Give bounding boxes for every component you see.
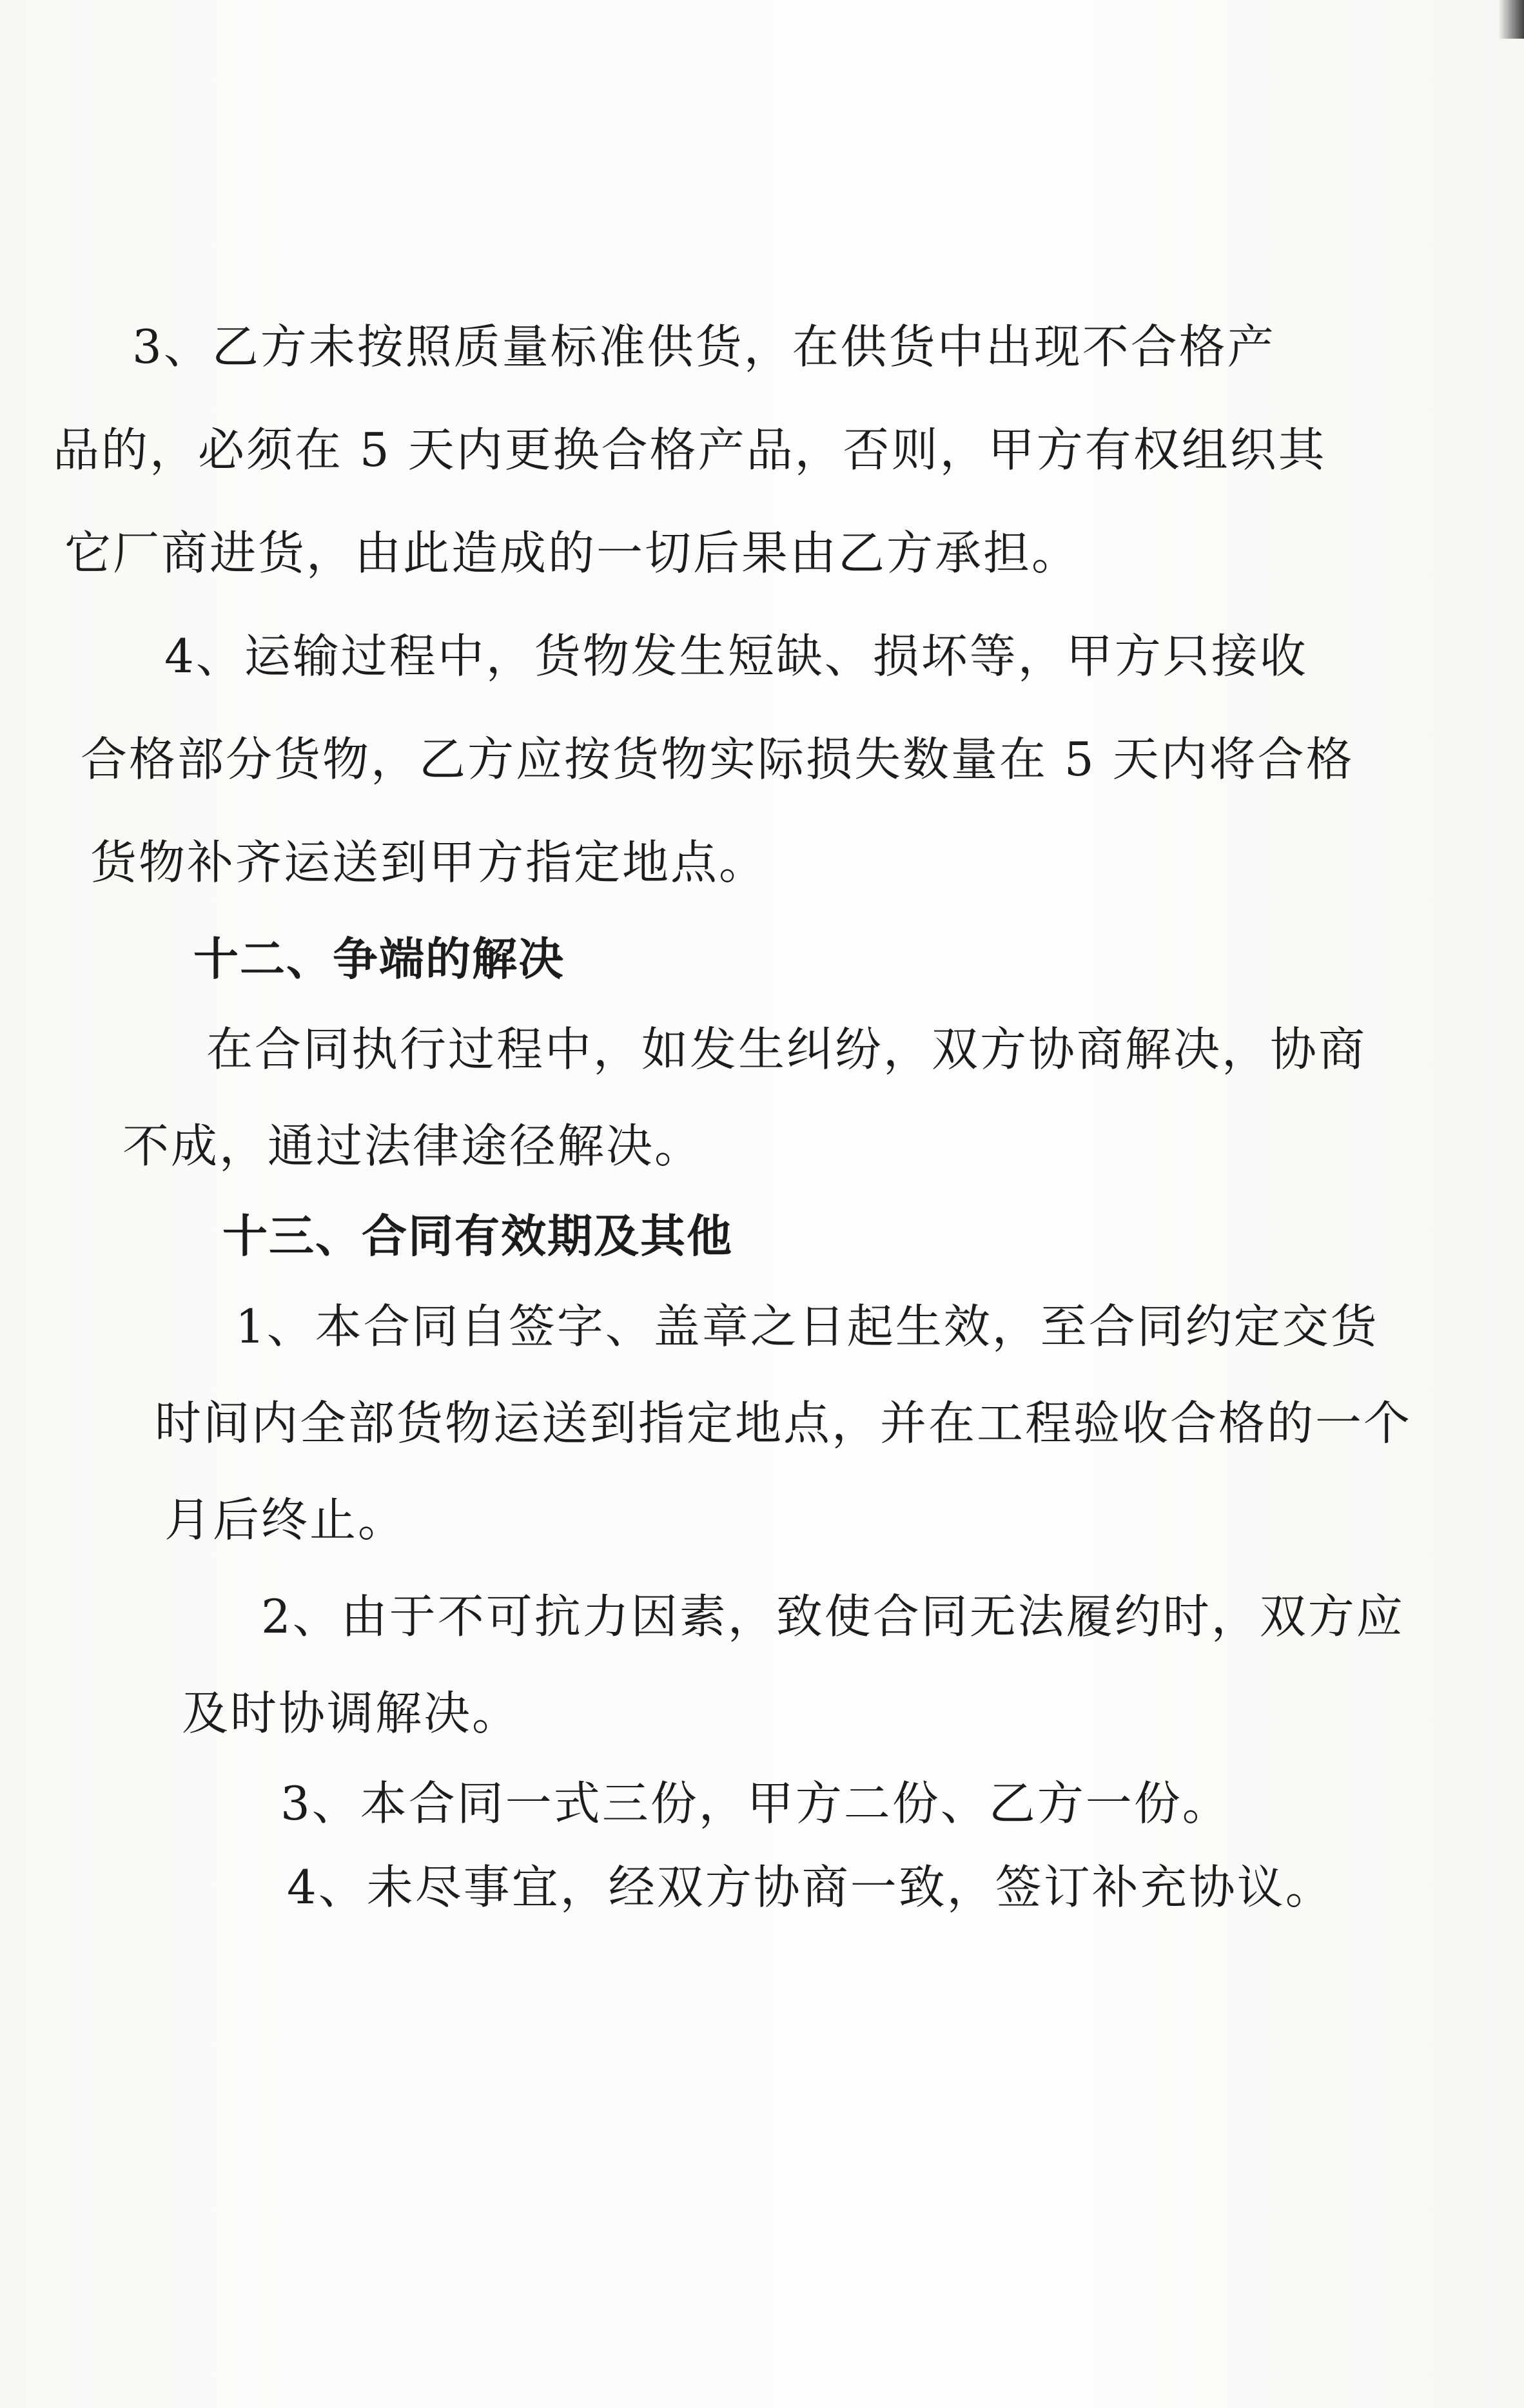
section-13-clause-4: 4、未尽事宜，经双方协商一致，签订补充协议。 bbox=[287, 1860, 1334, 1914]
clause-3-line-3: 它厂商进货，由此造成的一切后果由乙方承担。 bbox=[64, 526, 1080, 580]
clause-3-line-2: 品的，必须在 5 天内更换合格产品，否则，甲方有权组织其 bbox=[53, 423, 1327, 477]
clause-4-line-3: 货物补齐运送到甲方指定地点。 bbox=[90, 835, 768, 889]
section-13-clause-1-line-1: 1、本合同自签字、盖章之日起生效，至合同约定交货 bbox=[235, 1299, 1379, 1354]
section-13-clause-2-line-1: 2、由于不可抗力因素，致使合同无法履约时，双方应 bbox=[261, 1589, 1405, 1644]
clause-4-line-1: 4、运输过程中，货物发生短缺、损坏等，甲方只接收 bbox=[164, 629, 1308, 683]
section-12-line-1: 在合同执行过程中，如发生纠纷，双方协商解决，协商 bbox=[206, 1022, 1367, 1076]
clause-4-line-2: 合格部分货物，乙方应按货物实际损失数量在 5 天内将合格 bbox=[81, 732, 1354, 786]
section-13-heading: 十三、合同有效期及其他 bbox=[222, 1210, 733, 1263]
section-12-heading: 十二、争端的解决 bbox=[193, 933, 565, 986]
section-13-clause-1-line-3: 月后终止。 bbox=[164, 1493, 407, 1547]
section-12-line-2: 不成，通过法律途径解决。 bbox=[122, 1119, 703, 1173]
scan-edge-shadow bbox=[1498, 0, 1524, 39]
section-13-clause-3: 3、本合同一式三份，甲方二份、乙方一份。 bbox=[280, 1776, 1231, 1830]
section-13-clause-2-line-2: 及时协调解决。 bbox=[182, 1686, 521, 1740]
section-13-clause-1-line-2: 时间内全部货物运送到指定地点，并在工程验收合格的一个 bbox=[155, 1396, 1412, 1450]
clause-3-line-1: 3、乙方未按照质量标准供货，在供货中出现不合格产 bbox=[132, 320, 1276, 374]
